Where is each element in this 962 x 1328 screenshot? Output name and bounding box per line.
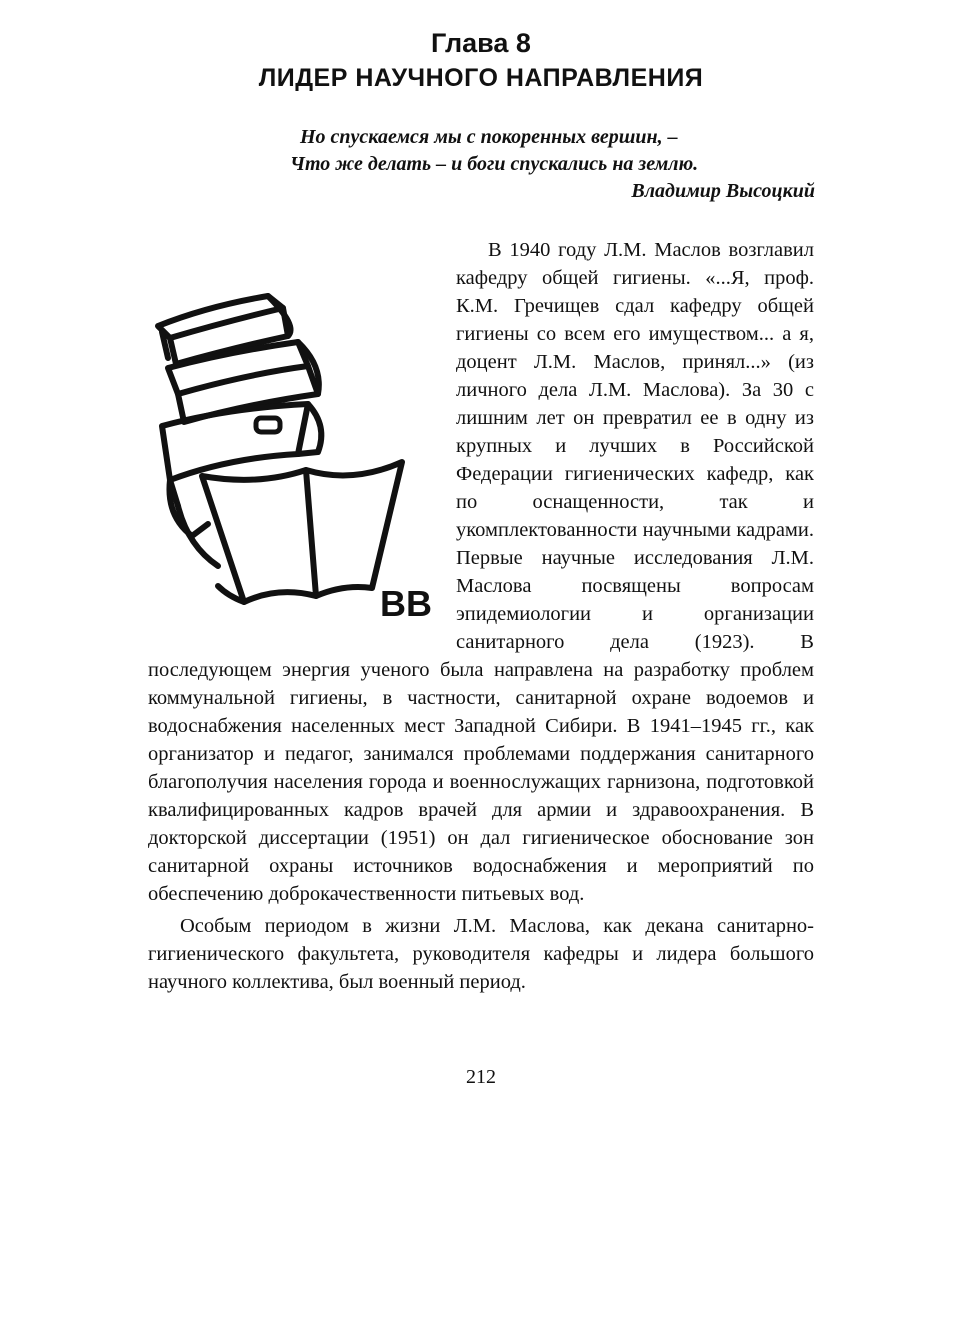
epigraph-line-2: Что же делать – и боги спускались на землю. — [290, 153, 699, 175]
chapter-header — [0, 26, 962, 96]
epigraph-author: Владимир Высоцкий — [631, 180, 815, 202]
book-stack-illustration — [148, 236, 456, 644]
page-number: 212 — [466, 1066, 496, 1088]
chapter-title: ЛИДЕР НАУЧНОГО НАПРАВЛЕНИЯ — [258, 64, 704, 92]
epigraph — [290, 124, 815, 205]
body-text — [148, 236, 814, 996]
chapter-number: Глава 8 — [431, 28, 531, 58]
book-stack-icon — [148, 266, 438, 626]
paragraph-2: Особым периодом в жизни Л.М. Маслова, как декана санитарно-гигиенического факультета, руководителя кафедры и лидера большого научного коллектива, был военный период. — [148, 915, 814, 993]
monogram: ВВ — [380, 583, 432, 624]
paragraph-1: В 1940 году Л.М. Маслов возглавил кафедру общей гигиены. «...Я, проф. К.М. Гречищев сдал кафедру общей гигиены со всем его имуществом... а я, доцент Л.М. Маслов, принял...» (из личного дела Л.М. Маслова). За 30 с лишним лет он превратил ее в одну из крупных и лучших в Российской Федерации гигиенических кафедр, как по оснащенности, так и укомплектованности научными кадрами. Первые научные исследования Л.М. Маслова посвящены вопросам эпидемиологии и организации санитарного дела (1923). В последующем энергия ученого была направлена на разработку проблем коммунальной гигиены, в частности, санитарной охране водоемов и водоснабжения населенных мест Западной Сибири. В 1941–1945 гг., как организатор и педагог, занимался проблемами поддержания санитарного благополучия населения города и военнослужащих гарнизона, подготовкой квалифицированных кадров врачей для армии и здравоохранения. В докторской диссертации (1951) он дал гигиеническое обоснование зон санитарной охраны источников водоснабжения и мероприятий по обеспечению доброкачественности питьевых вод. — [148, 239, 814, 905]
epigraph-line-1: Но спускаемся мы с покоренных вершин, – — [300, 126, 678, 148]
